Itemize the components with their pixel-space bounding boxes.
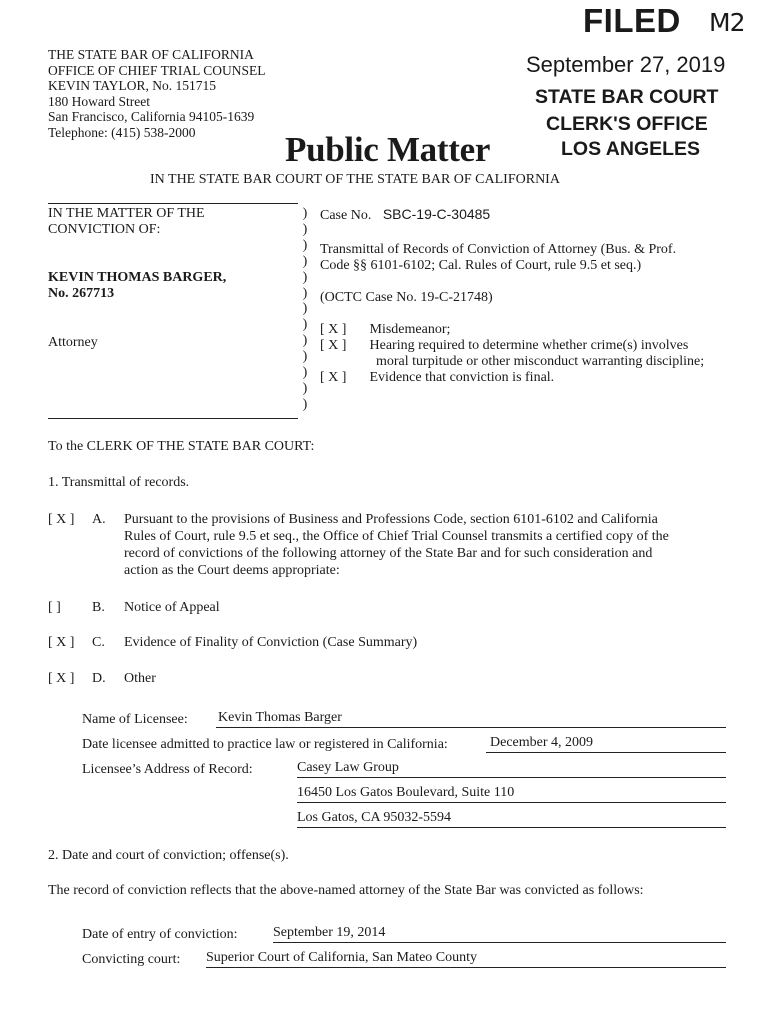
item-a-line: record of convictions of the following attorney of the State Bar and for such consideration and [124, 546, 653, 561]
octc-case-number: (OCTC Case No. 19-C-21748) [320, 290, 493, 305]
item-b-checkbox: [ ] [48, 600, 61, 615]
office-line-5: San Francisco, California 94105-1639 [48, 109, 255, 124]
filed-date: September 27, 2019 [526, 52, 726, 77]
licensee-name-field [216, 710, 726, 728]
case-no-label: Case No. [320, 208, 372, 223]
item-a-checkbox: [ X ] [48, 512, 75, 527]
address-field-3 [297, 810, 726, 828]
caption-right [320, 206, 704, 386]
item-d-letter: D. [92, 671, 106, 686]
respondent-bar-number: No. 267713 [48, 286, 115, 301]
respondent-role: Attorney [48, 335, 98, 350]
respondent-name: KEVIN THOMAS BARGER, [48, 270, 227, 285]
record-statement: The record of conviction reflects that the above-named attorney of the State Bar was convicted as follows: [48, 883, 644, 898]
licensee-name-value: Kevin Thomas Barger [218, 710, 342, 725]
misdemeanor-text: Misdemeanor; [369, 322, 451, 337]
item-a-letter: A. [92, 512, 106, 527]
to-clerk-line: To the CLERK OF THE STATE BAR COURT: [48, 439, 315, 454]
caption-bottom-rule [48, 418, 298, 419]
address-line-1: Casey Law Group [297, 760, 399, 775]
item-a-line: action as the Court deems appropriate: [124, 563, 340, 578]
finality-text: Evidence that conviction is final. [369, 370, 555, 385]
item-c-letter: C. [92, 635, 105, 650]
item-d-text: Other [124, 671, 156, 686]
office-line-3: KEVIN TAYLOR, No. 151715 [48, 78, 217, 93]
office-line-2: OFFICE OF CHIEF TRIAL COUNSEL [48, 62, 266, 78]
item-c-checkbox: [ X ] [48, 635, 75, 650]
admitted-label: Date licensee admitted to practice law or registered in California: [82, 737, 448, 752]
office-line-4: 180 Howard Street [48, 93, 150, 109]
matter-line-1: IN THE MATTER OF THE [48, 206, 205, 221]
matter-line-2: CONVICTION OF: [48, 222, 161, 237]
item-b-text: Notice of Appeal [124, 600, 220, 615]
office-line-6: Telephone: (415) 538-2000 [48, 124, 196, 140]
caption-left [48, 206, 226, 351]
convicting-court-label: Convicting court: [82, 952, 181, 967]
transmittal-line-2: Code §§ 6101-6102; Cal. Rules of Court, rule 9.5 et seq.) [320, 258, 642, 273]
filed-initials: M2 [709, 8, 745, 37]
item-d-checkbox: [ X ] [48, 671, 75, 686]
address-label: Licensee’s Address of Record: [82, 762, 253, 777]
hearing-text-cont: moral turpitude or other misconduct warranting discipline; [376, 354, 705, 369]
caption-top-rule [48, 203, 298, 204]
stamp-office-name: CLERK'S OFFICE [546, 113, 708, 135]
hearing-text: Hearing required to determine whether crime(s) involves [369, 338, 689, 353]
item-a-line: Pursuant to the provisions of Business and Professions Code, section 6101-6102 and California [124, 512, 658, 527]
hearing-checkbox: [ X ] [320, 338, 347, 353]
misdemeanor-checkbox: [ X ] [320, 322, 347, 337]
address-line-2: 16450 Los Gatos Boulevard, Suite 110 [297, 785, 515, 800]
licensee-name-label: Name of Licensee: [82, 712, 188, 727]
conviction-date-field [273, 925, 726, 943]
court-heading: IN THE STATE BAR COURT OF THE STATE BAR OF CALIFORNIA [150, 172, 560, 187]
public-matter-heading: Public Matter [285, 130, 491, 169]
item-c-text: Evidence of Finality of Conviction (Case Summary) [124, 635, 418, 650]
convicting-court-field [206, 950, 726, 968]
item-a-line: Rules of Court, rule 9.5 et seq., the Office of Chief Trial Counsel transmits a certified copy of the [124, 529, 669, 544]
stamp-city: LOS ANGELES [561, 138, 701, 160]
filed-stamp: FILED [583, 2, 681, 39]
item-b-letter: B. [92, 600, 105, 615]
conviction-date-label: Date of entry of conviction: [82, 927, 238, 942]
stamp-court-name: STATE BAR COURT [535, 86, 719, 108]
case-no-value: SBC-19-C-30485 [382, 206, 491, 222]
section-2-title: 2. Date and court of conviction; offense(s). [48, 848, 289, 863]
transmittal-line-1: Transmittal of Records of Conviction of Attorney (Bus. & Prof. [320, 242, 677, 257]
address-field-2 [297, 785, 726, 803]
conviction-date-value: September 19, 2014 [273, 925, 386, 940]
finality-checkbox: [ X ] [320, 370, 347, 385]
address-line-3: Los Gatos, CA 95032-5594 [297, 810, 451, 825]
office-line-1: THE STATE BAR OF CALIFORNIA [48, 47, 254, 62]
caption-parentheses: ) ) ) ) ) ) ) ) ) ) ) ) ) [302, 206, 308, 412]
counsel-address-block [48, 47, 266, 140]
address-field-1 [297, 760, 726, 778]
admitted-value: December 4, 2009 [490, 735, 594, 750]
item-a-text [124, 511, 669, 579]
convicting-court-value: Superior Court of California, San Mateo County [206, 950, 478, 965]
admitted-field [486, 735, 726, 753]
section-1-title: 1. Transmittal of records. [48, 475, 190, 490]
